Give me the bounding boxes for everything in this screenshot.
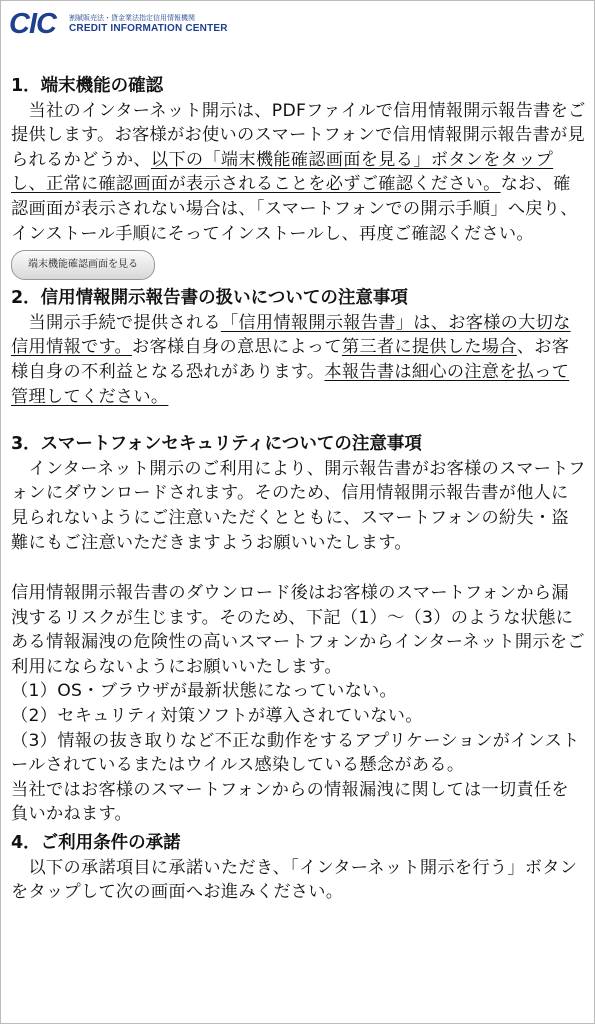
section-2-underlined-1: 「信用情報開示報告書」は、お客様の大切な信用情報です。 (11, 312, 571, 358)
section-3-text-1: インターネット開示のご利用により、開示報告書がお客様のスマートフォンにダウンロードされます。そのため、信用情報開示報告書が他人に見られないようにご注意いただくとともに、スマートフォンの紛失・盗難にもご注意いただきますようお願いいたします。 (11, 458, 586, 553)
section-4-title: 4．ご利用条件の承諾 (11, 833, 181, 854)
section-2-title: 2．信用情報開示報告書の扱いについての注意事項 (11, 288, 408, 309)
section-1-paragraph (11, 99, 586, 247)
risk-item-1: （1）OS・ブラウザが最新状態になっていない。 (11, 681, 398, 702)
section-2-paragraph (11, 311, 586, 409)
section-1-title: 1．端末機能の確認 (11, 76, 164, 96)
org-name-english: CREDIT INFORMATION CENTER (69, 23, 228, 34)
section-2-text-c: 、お客様自身の不利益となる恐れがあります。 (11, 337, 570, 382)
section-1-text-b: なお、確認画面が表示されない場合は、「スマートフォンでの開示手順」へ戻り、インストール手順にそってインストールし、再度ご確認ください。 (11, 174, 578, 244)
section-3-paragraph-2: 信用情報開示報告書のダウンロード後はお客様のスマートフォンから漏洩するリスクが生じます。そのため、下記（1）～（3）のような状態にある情報漏洩の危険性の高いスマートフォンからインターネット開示をご利用にならないようにお願いいたします。 (11, 583, 585, 677)
org-name-japanese: 割賦販売法・貸金業法指定信用情報機関 (69, 14, 195, 22)
device-check-button[interactable]: 端末機能確認画面を見る (11, 250, 155, 280)
header (1, 1, 594, 46)
section-1-text-a: 当社のインターネット開示は、PDFファイルで信用情報開示報告書をご提供します。お客様がお使いのスマートフォンで信用情報開示報告書が見られるかどうか、 (11, 100, 586, 170)
section-4-paragraph (11, 856, 586, 905)
section-1-underlined-instruction: 以下の「端末機能確認画面を見る」ボタンをタップし、正常に確認画面が表示されることを必ずご確認ください。 (11, 149, 554, 195)
risk-item-2: （2）セキュリティ対策ソフトが導入されていない。 (11, 706, 423, 727)
section-3-paragraph-3: 当社ではお客様のスマートフォンからの情報漏洩に関しては一切責任を負いかねます。 (11, 779, 569, 825)
section-2-underlined-2: 第三者に提供した場合 (341, 337, 517, 358)
risk-item-3: （3）情報の抜き取りなど不正な動作をするアプリケーションがインストールされているまたはウイルス感染している懸念がある。 (11, 730, 580, 776)
cic-logo[interactable]: CIC (9, 8, 56, 40)
main-content (11, 74, 586, 905)
section-3-title: 3．スマートフォンセキュリティについての注意事項 (11, 434, 422, 455)
section-3-paragraph-1 (11, 457, 586, 555)
section-2-text-b: お客様自身の意思によって (132, 337, 342, 358)
section-2-text-a: 当開示手続で提供される (28, 312, 221, 333)
section-2-underlined-3: 本報告書は細心の注意を払って管理してください。 (11, 361, 570, 407)
section-4-text: 以下の承諾項目に承諾いただき、「インターネット開示を行う」ボタンをタップして次の画面へお進みください。 (11, 857, 578, 903)
